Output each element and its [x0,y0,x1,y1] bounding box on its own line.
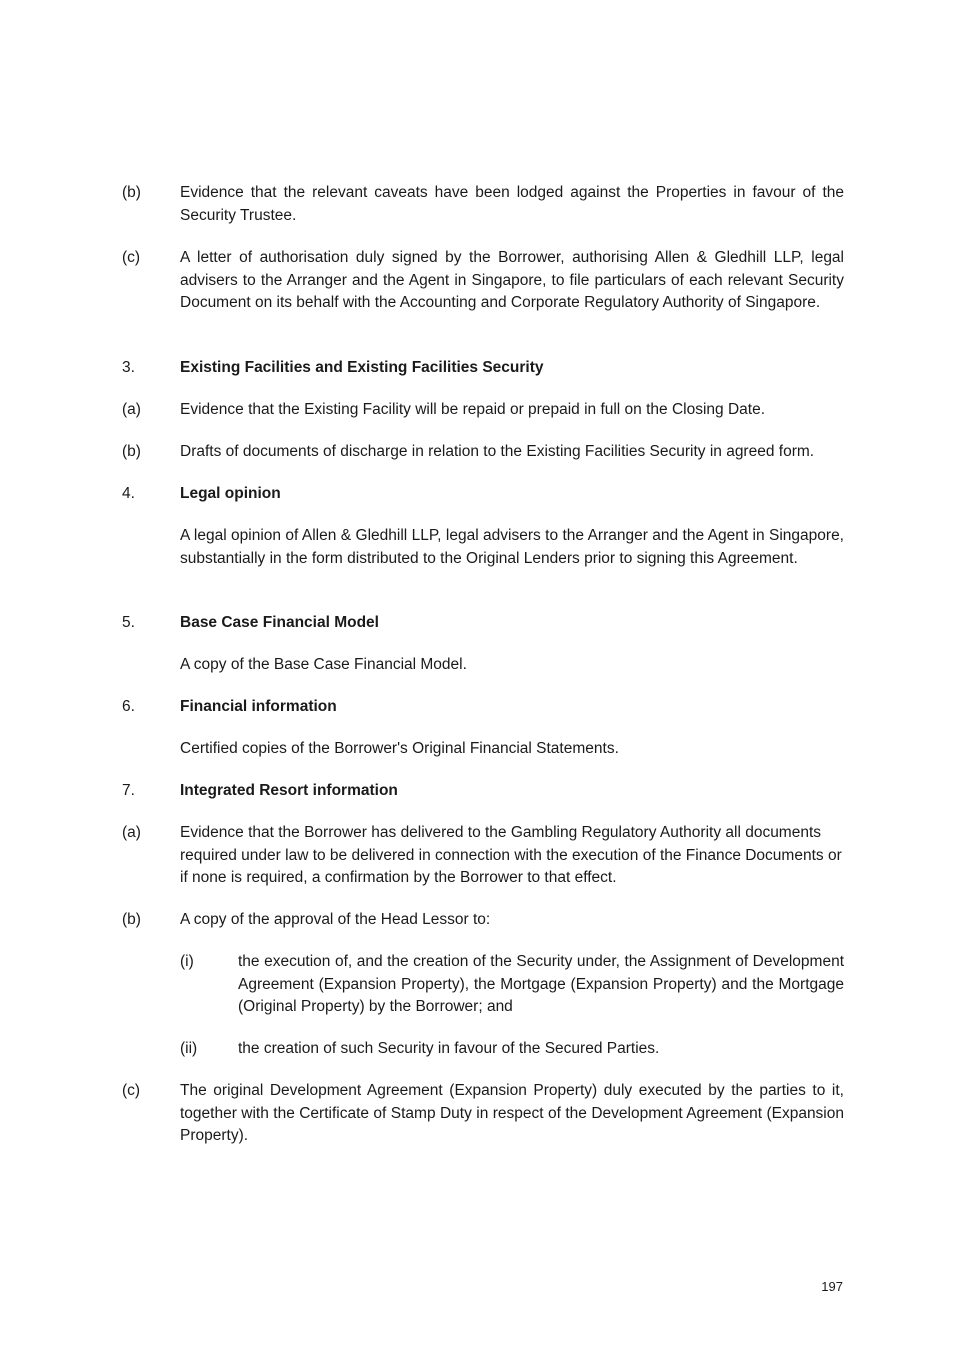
clause-text: A copy of the approval of the Head Lessor to: [180,911,491,928]
clause-7c [122,1080,844,1148]
subclause-7b-ii [180,1038,844,1061]
section-3-heading [122,357,844,380]
clause-label: (b) [122,184,141,201]
subclause-7b-i [180,951,844,1019]
page-number: 197 [821,1279,843,1294]
section-6-heading [122,696,844,719]
section-number: 5. [122,614,135,631]
subclause-text: the creation of such Security in favour of the Secured Parties. [238,1040,660,1057]
clause-label: (b) [122,911,141,928]
clause-text: The original Development Agreement (Expansion Property) duly executed by the parties to it, together with the Certificate of Stamp Duty in respect of the Development Agreement (Expansion Property). [180,1082,844,1144]
clause-text: Evidence that the Existing Facility will be repaid or prepaid in full on the Closing Date. [180,401,766,418]
clause-7b [122,909,844,932]
section-6-body: Certified copies of the Borrower's Original Financial Statements. [180,740,619,757]
section-number: 7. [122,782,135,799]
clause-label: (c) [122,1082,141,1099]
clause-3b [122,441,844,464]
clause-label: (b) [122,443,141,460]
clause-b-caveats [122,182,844,227]
subclause-label: (i) [180,953,194,970]
subclause-label: (ii) [180,1040,198,1057]
clause-c-authorisation [122,247,844,315]
section-5-body: A copy of the Base Case Financial Model. [180,656,467,673]
section-number: 6. [122,698,135,715]
section-number: 4. [122,485,135,502]
clause-label: (a) [122,824,141,841]
section-7-heading [122,780,844,803]
section-5-heading [122,612,844,635]
clause-text: Evidence that the relevant caveats have been lodged against the Properties in favour of the Security Trustee. [180,184,844,224]
clause-label: (c) [122,249,141,266]
section-4-heading [122,483,844,506]
clause-text: Evidence that the Borrower has delivered to the Gambling Regulatory Authority all documents required under law to be delivered in connection with the execution of the Finance Documents or if none is required, a confirmation by the Borrower to that effect. [180,824,842,886]
clause-text: A letter of authorisation duly signed by the Borrower, authorising Allen & Gledhill LLP, legal advisers to the Arranger and the Agent in Singapore, to file particulars of each relevant Security Document on its behalf with the Accounting and Corporate Regulatory Authority of Singapore. [180,249,844,311]
section-title: Base Case Financial Model [180,614,379,631]
clause-7a [122,822,844,890]
section-title: Financial information [180,698,337,715]
section-title: Integrated Resort information [180,782,398,799]
clause-text: Drafts of documents of discharge in relation to the Existing Facilities Security in agreed form. [180,443,815,460]
subclause-text: the execution of, and the creation of the Security under, the Assignment of Development Agreement (Expansion Property), the Mortgage (Expansion Property) and the Mortgage (Original Property) by the Borrower; and [238,953,844,1015]
clause-label: (a) [122,401,141,418]
section-title: Existing Facilities and Existing Facilities Security [180,359,544,376]
clause-3a [122,399,844,422]
section-title: Legal opinion [180,485,281,502]
section-number: 3. [122,359,135,376]
section-4-body: A legal opinion of Allen & Gledhill LLP, legal advisers to the Arranger and the Agent in Singapore, substantially in the form distributed to the Original Lenders prior to signing this Agreement. [180,527,844,567]
